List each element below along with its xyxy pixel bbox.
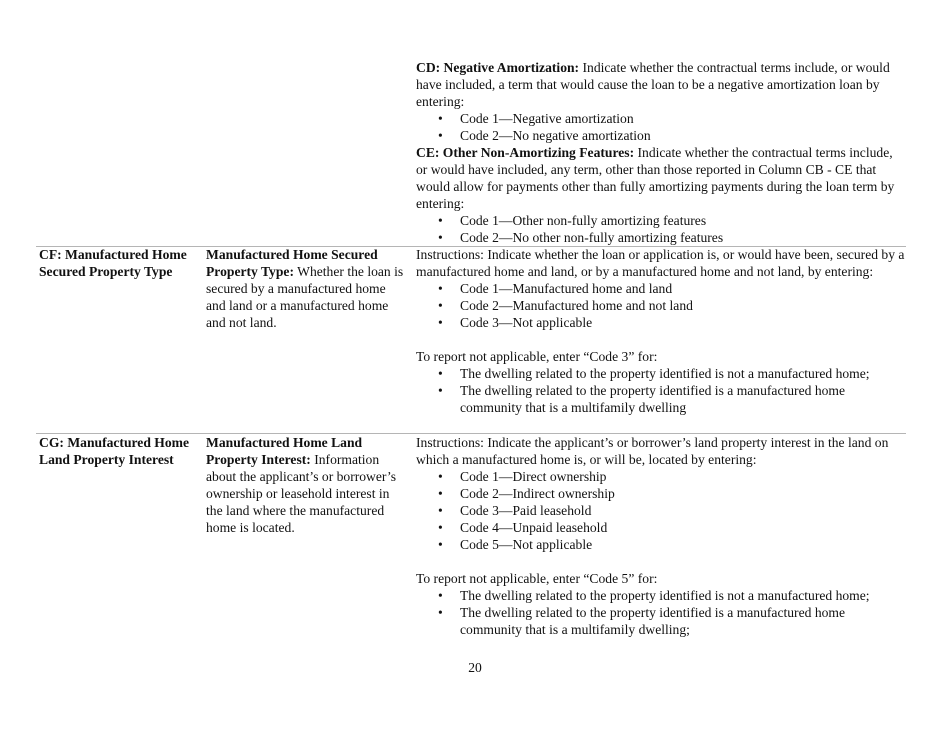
ce-paragraph (416, 144, 906, 212)
spacer (416, 553, 906, 570)
cd-text: Indicate whether the contractual terms include, or would have included, a term that would cause the loan to be a negative amortization loan by entering: (416, 60, 890, 109)
cg-not-applicable-list (416, 587, 906, 638)
cd-code-list (416, 110, 906, 144)
ce-text: Indicate whether the contractual terms include, or would have included, any term, other than those reported in Column CB - CE that would allow for payments other than fully amortizing payments during the loan term by entering: (416, 145, 895, 211)
ce-heading: CE: Other Non-Amortizing Features: (416, 145, 635, 160)
cf-not-applicable-list (416, 365, 906, 416)
list-item: • The dwelling related to the property identified is not a manufactured home; (416, 365, 906, 382)
list-item: • Code 2—Indirect ownership (416, 485, 906, 502)
cg-definition-text: Information about the applicant’s or borrower’s ownership or leasehold interest in the land where the manufactured home is located. (206, 452, 397, 535)
list-item: • Code 2—No negative amortization (416, 127, 906, 144)
list-item: • Code 1—Direct ownership (416, 468, 906, 485)
list-item: • Code 3—Not applicable (416, 314, 906, 331)
cg-instructions-cell (416, 434, 906, 638)
cg-definition-heading: Manufactured Home Land Property Interest: (206, 435, 363, 467)
list-item: • Code 3—Paid leasehold (416, 502, 906, 519)
list-item: • Code 2—Manufactured home and not land (416, 297, 906, 314)
list-item: • Code 1—Negative amortization (416, 110, 906, 127)
cf-field-name: CF: Manufactured Home Secured Property Type (39, 247, 187, 279)
cg-instructions: Instructions: Indicate the applicant’s or borrower’s land property interest in the land on which a manufactured home is, or will be, located by entering: (416, 435, 889, 467)
cg-not-applicable-intro: To report not applicable, enter “Code 5” for: (416, 571, 658, 586)
cf-definition-heading: Manufactured Home Secured Property Type: (206, 247, 378, 279)
cg-code-list (416, 468, 906, 553)
cf-not-applicable-intro: To report not applicable, enter “Code 3” for: (416, 349, 658, 364)
list-item: • Code 1—Other non-fully amortizing features (416, 212, 906, 229)
cf-code-list (416, 280, 906, 331)
cg-field-name: CG: Manufactured Home Land Property Interest (39, 435, 190, 467)
list-item: • Code 4—Unpaid leasehold (416, 519, 906, 536)
list-item: • The dwelling related to the property identified is a manufactured home community that is a multifamily dwelling; (416, 604, 906, 638)
cf-definition-text: Whether the loan is secured by a manufactured home and land or a manufactured home and not land. (206, 264, 404, 330)
cf-instructions: Instructions: Indicate whether the loan or application is, or would have been, secured by a manufactured home and land, or by a manufactured home and not land, by entering: (416, 247, 905, 279)
spacer (416, 331, 906, 348)
list-item: • Code 1—Manufactured home and land (416, 280, 906, 297)
ce-code-list (416, 212, 906, 246)
cf-instructions-cell (416, 246, 906, 416)
list-item: • Code 2—No other non-fully amortizing features (416, 229, 906, 246)
page-number: 20 (468, 660, 482, 675)
list-item: • Code 5—Not applicable (416, 536, 906, 553)
cd-paragraph (416, 59, 906, 110)
cd-heading: CD: Negative Amortization: (416, 60, 580, 75)
cd-ce-cell (416, 59, 906, 246)
cg-definition (206, 434, 406, 536)
list-item: • The dwelling related to the property identified is not a manufactured home; (416, 587, 906, 604)
list-item: • The dwelling related to the property identified is a manufactured home community that is a multifamily dwelling (416, 382, 906, 416)
cf-definition (206, 246, 406, 331)
